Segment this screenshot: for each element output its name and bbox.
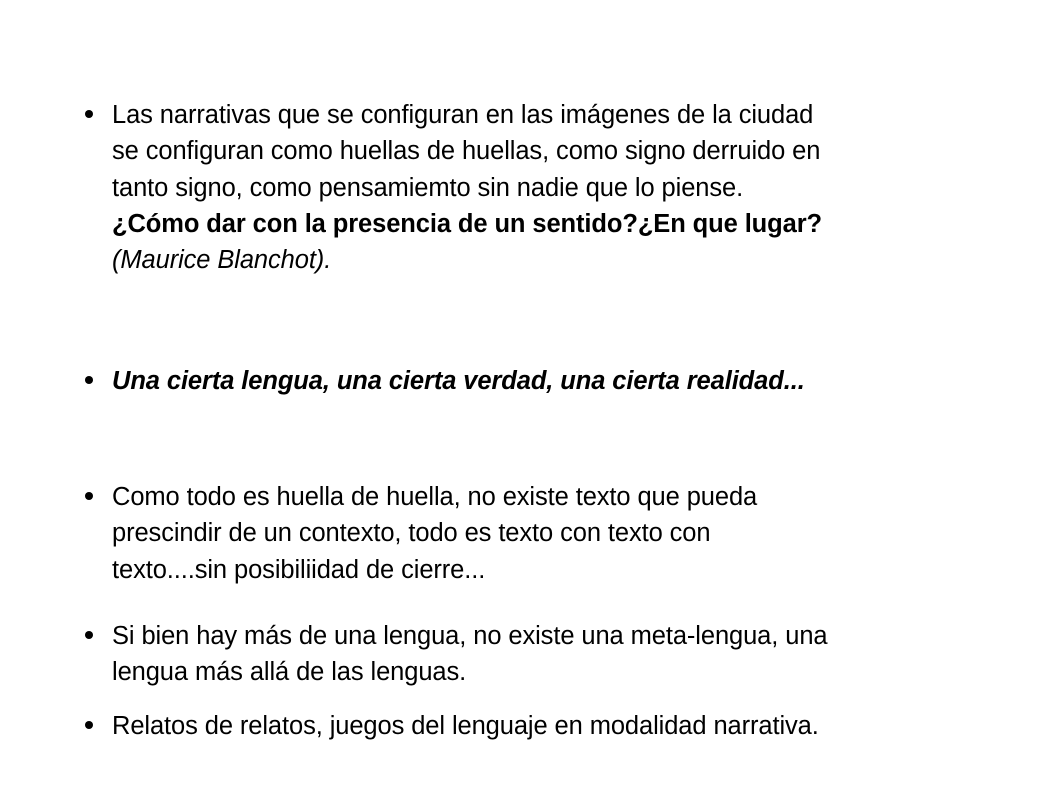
bullet-dot-icon (85, 376, 93, 384)
bullet-text: Relatos de relatos, juegos del lenguaje en modalidad narrativa. (112, 712, 819, 740)
bullet-line: texto....sin posibiliidad de cierre... (112, 555, 486, 584)
citation: (Maurice Blanchot). (112, 246, 332, 275)
bullet-text (112, 479, 1027, 588)
bullet-line: Como todo es huella de huella, no existe texto que pueda (112, 483, 758, 511)
bullet-line: Si bien hay más de una lengua, no existe una meta-lengua, una (112, 622, 828, 650)
bullet-line: tanto signo, como pensamiemto sin nadie que lo piense. (112, 173, 744, 202)
bold-question: ¿Cómo dar con la presencia de un sentido?¿En que lugar? (112, 209, 823, 238)
bullet-line: Las narrativas que se configuran en las imágenes de la ciudad (112, 101, 814, 129)
bullet-dot-icon (85, 110, 93, 118)
bullet-dot-icon (85, 631, 93, 639)
bullet-text (112, 97, 1027, 278)
bullet-dot-icon (85, 721, 93, 729)
bullet-line: lengua más allá de las lenguas. (112, 658, 467, 687)
bullet-line: prescindir de un contexto, todo es texto con texto con (112, 519, 711, 548)
bullet-text: Una cierta lengua, una cierta verdad, una cierta realidad... (112, 367, 805, 395)
bullet-dot-icon (85, 492, 93, 500)
bullet-text (112, 618, 1027, 691)
bullet-line: se configuran como huellas de huellas, como signo derruido en (112, 137, 821, 166)
